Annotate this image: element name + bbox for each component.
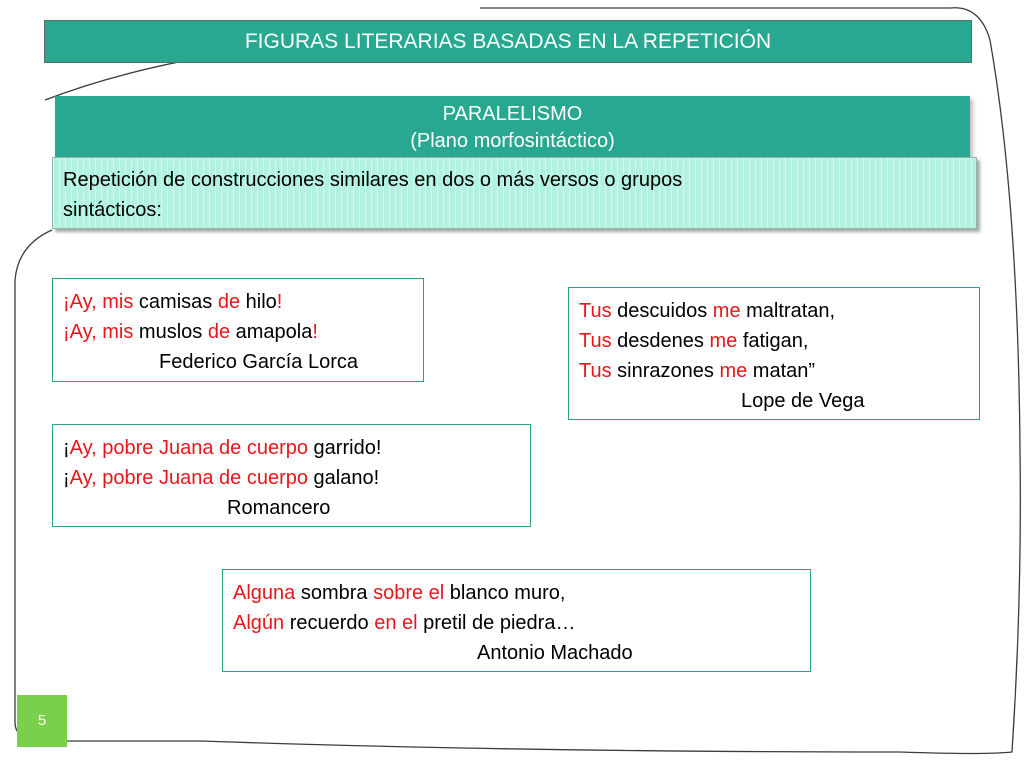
poem-line: [63, 463, 530, 493]
slide-number: 5: [17, 695, 67, 747]
repeated-words: Alguna: [233, 582, 296, 604]
repeated-words: Tus: [579, 330, 612, 352]
poem-line: [233, 578, 810, 608]
section-heading-title: PARALELISMO: [442, 103, 583, 125]
verse-words: pretil de piedra…: [417, 612, 576, 634]
poem-author: Romancero: [227, 497, 331, 519]
poem-author: Antonio Machado: [477, 642, 633, 664]
repeated-words: Ay, pobre Juana de cuerpo: [69, 467, 308, 489]
verse-words: ¡: [63, 437, 70, 459]
verse-words: garrido!: [308, 437, 382, 459]
repeated-words: ¡Ay, mis: [63, 291, 134, 313]
repeated-words: ¡Ay, mis: [63, 321, 134, 343]
poem-line: [63, 287, 423, 317]
section-heading-plane: (Plano morfosintáctico): [410, 130, 615, 152]
poem-line: [579, 356, 979, 386]
verse-words: blanco muro,: [444, 582, 566, 604]
verse-words: amapola: [230, 321, 313, 343]
poem-author: Lope de Vega: [741, 390, 865, 412]
verse-words: camisas: [133, 291, 218, 313]
verse-words: ¡: [63, 467, 70, 489]
repeated-words: Ay, pobre Juana de cuerpo: [69, 437, 308, 459]
verse-words: descuidos: [611, 300, 713, 322]
repeated-words: me: [719, 360, 748, 382]
verse-words: sinrazones: [611, 360, 720, 382]
verse-words: fatigan,: [737, 330, 809, 352]
example-romancero: [52, 424, 531, 527]
repeated-words: sobre el: [373, 582, 445, 604]
repeated-words: !: [276, 291, 283, 313]
slide-title: FIGURAS LITERARIAS BASADAS EN LA REPETICIÓN: [44, 20, 972, 63]
repeated-words: me: [709, 330, 738, 352]
definition-box: [52, 157, 977, 229]
example-lope: [568, 287, 980, 420]
poem-line: [233, 608, 810, 638]
verse-words: recuerdo: [284, 612, 375, 634]
poem-line: [63, 433, 530, 463]
poem-line: [579, 326, 979, 356]
repeated-words: me: [712, 300, 741, 322]
poem-author: Federico García Lorca: [159, 351, 358, 373]
repeated-words: Algún: [233, 612, 285, 634]
repeated-words: en el: [374, 612, 418, 634]
repeated-words: Tus: [579, 360, 612, 382]
verse-words: maltratan,: [740, 300, 836, 322]
verse-words: matan”: [747, 360, 816, 382]
definition-line-2: sintácticos:: [63, 199, 162, 221]
poem-line: [63, 317, 423, 347]
example-lorca: [52, 278, 424, 382]
verse-words: desdenes: [611, 330, 710, 352]
verse-words: galano!: [308, 467, 380, 489]
definition-line-1: Repetición de construcciones similares en dos o más versos o grupos: [63, 169, 683, 191]
repeated-words: de: [207, 321, 231, 343]
verse-words: hilo: [240, 291, 277, 313]
example-machado: [222, 569, 811, 672]
section-heading: [55, 96, 970, 160]
poem-line: [579, 296, 979, 326]
repeated-words: Tus: [579, 300, 612, 322]
verse-words: sombra: [295, 582, 374, 604]
repeated-words: de: [217, 291, 241, 313]
repeated-words: !: [312, 321, 318, 343]
verse-words: muslos: [133, 321, 208, 343]
